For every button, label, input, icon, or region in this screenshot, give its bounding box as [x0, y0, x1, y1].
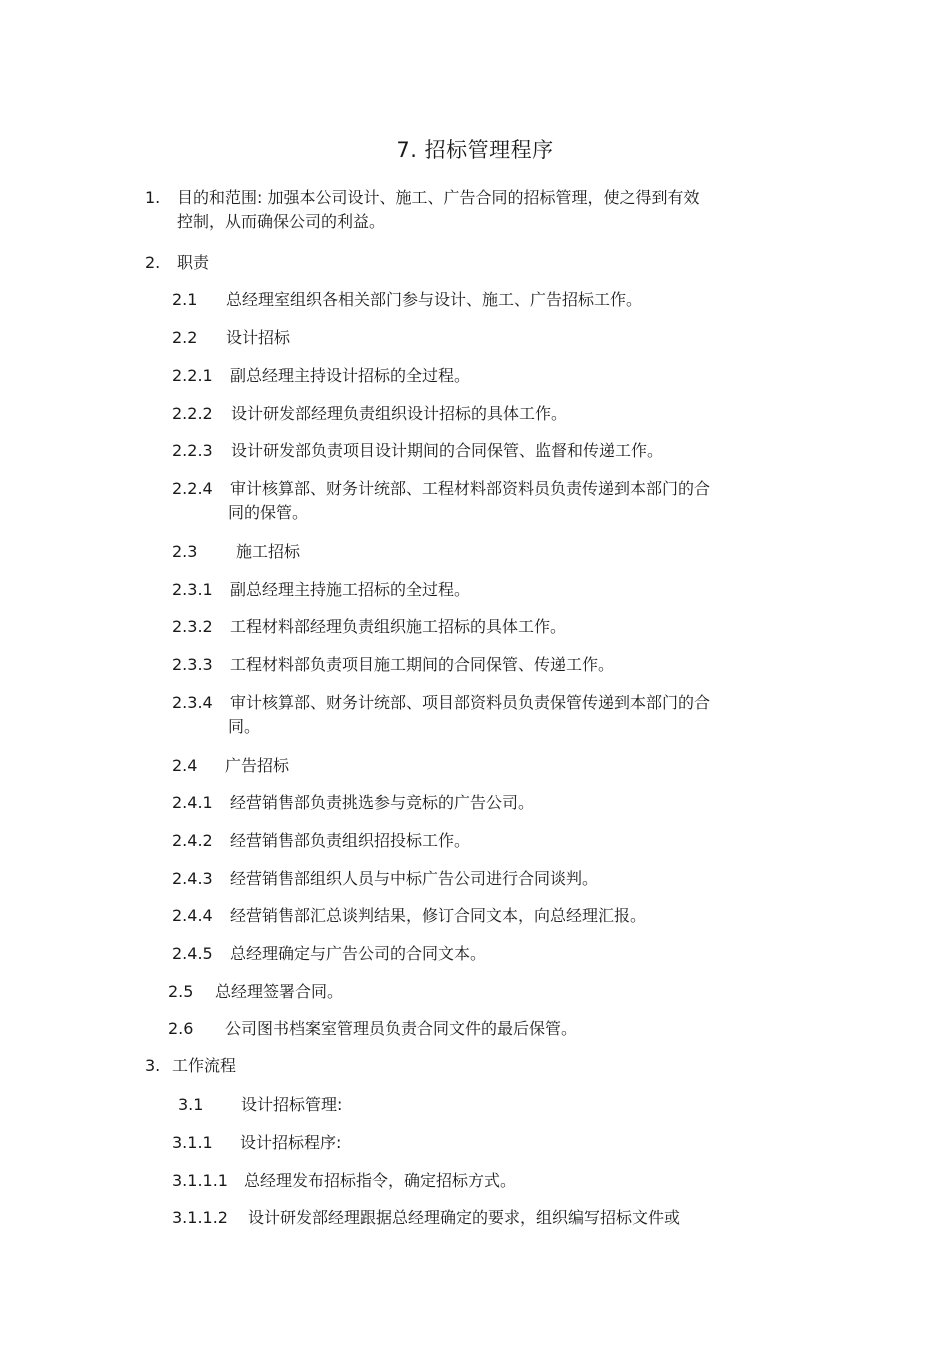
item-number: 2.2.1 [172, 366, 213, 385]
item-2-3-2 [172, 615, 566, 639]
item-3-1 [178, 1093, 342, 1117]
item-number: 2.4.5 [172, 944, 213, 963]
item-text: 广告招标 [225, 756, 290, 775]
item-number: 2.4.3 [172, 869, 213, 888]
section-1-continuation: 控制，从而确保公司的利益。 [177, 212, 386, 231]
item-2-3-4-continuation: 同。 [228, 717, 261, 736]
item-text: 经营销售部负责组织招投标工作。 [230, 831, 471, 850]
item-number: 2.6 [168, 1019, 194, 1038]
section-text: 工作流程 [172, 1056, 237, 1075]
item-2-4-2 [172, 829, 470, 853]
item-2-2 [172, 326, 290, 350]
item-text: 副总经理主持设计招标的全过程。 [230, 366, 471, 385]
item-2-2-2 [172, 402, 567, 426]
item-2-3-3 [172, 653, 614, 677]
item-number: 3.1.1.2 [172, 1208, 228, 1227]
item-2-2-4-continuation: 同的保管。 [228, 503, 309, 522]
item-2-2-3 [172, 439, 663, 463]
item-2-3-4 [172, 691, 710, 715]
item-2-3-1 [172, 578, 470, 602]
item-number: 2.5 [168, 982, 194, 1001]
section-number: 1. [145, 188, 161, 207]
item-number: 2.1 [172, 290, 198, 309]
item-2-2-4 [172, 477, 710, 501]
section-2 [145, 251, 209, 275]
item-number: 2.4 [172, 756, 198, 775]
item-number: 2.2.3 [172, 441, 213, 460]
section-1 [145, 186, 699, 210]
item-text: 总经理确定与广告公司的合同文本。 [230, 944, 487, 963]
item-text: 审计核算部、财务计统部、工程材料部资料员负责传递到本部门的合 [230, 479, 711, 498]
item-text: 设计招标 [226, 328, 291, 347]
item-text: 设计招标程序: [240, 1133, 342, 1152]
item-text: 经营销售部负责挑选参与竞标的广告公司。 [230, 793, 535, 812]
item-2-1 [172, 288, 642, 312]
item-text: 经营销售部组织人员与中标广告公司进行合同谈判。 [230, 869, 599, 888]
item-text: 总经理签署合同。 [215, 982, 344, 1001]
item-2-6 [168, 1017, 577, 1041]
section-number: 2. [145, 253, 161, 272]
item-text: 设计研发部经理负责组织设计招标的具体工作。 [231, 404, 568, 423]
item-text: 总经理室组织各相关部门参与设计、施工、广告招标工作。 [226, 290, 643, 309]
item-number: 2.4.1 [172, 793, 213, 812]
item-number: 2.3.2 [172, 617, 213, 636]
item-number: 2.2.2 [172, 404, 213, 423]
item-2-3 [172, 540, 300, 564]
item-2-4-4 [172, 904, 646, 928]
item-number: 2.2 [172, 328, 198, 347]
item-text: 审计核算部、财务计统部、项目部资料员负责保管传递到本部门的合 [230, 693, 711, 712]
item-number: 2.3 [172, 542, 198, 561]
item-number: 3.1.1 [172, 1133, 213, 1152]
item-number: 2.4.2 [172, 831, 213, 850]
item-2-4 [172, 754, 289, 778]
item-2-4-1 [172, 791, 534, 815]
item-number: 2.2.4 [172, 479, 213, 498]
item-text: 工程材料部经理负责组织施工招标的具体工作。 [230, 617, 567, 636]
item-3-1-1 [172, 1131, 341, 1155]
item-text: 设计研发部经理跟据总经理确定的要求，组织编写招标文件或 [248, 1208, 681, 1227]
section-text: 职责 [177, 253, 210, 272]
item-number: 2.3.1 [172, 580, 213, 599]
section-text: 目的和范围: 加强本公司设计、施工、广告合同的招标管理，使之得到有效 [177, 188, 700, 207]
item-number: 2.4.4 [172, 906, 213, 925]
item-number: 2.3.4 [172, 693, 213, 712]
item-2-5 [168, 980, 343, 1004]
item-text: 设计研发部负责项目设计期间的合同保管、监督和传递工作。 [231, 441, 664, 460]
document-title: 7. 招标管理程序 [396, 138, 554, 162]
item-text: 工程材料部负责项目施工期间的合同保管、传递工作。 [230, 655, 615, 674]
section-3 [145, 1054, 236, 1078]
item-number: 3.1.1.1 [172, 1171, 228, 1190]
item-text: 公司图书档案室管理员负责合同文件的最后保管。 [225, 1019, 578, 1038]
section-number: 3. [145, 1056, 161, 1075]
item-text: 副总经理主持施工招标的全过程。 [230, 580, 471, 599]
item-2-4-3 [172, 867, 598, 891]
item-3-1-1-1 [172, 1169, 516, 1193]
item-text: 施工招标 [236, 542, 301, 561]
item-2-2-1 [172, 364, 470, 388]
item-2-4-5 [172, 942, 486, 966]
item-text: 经营销售部汇总谈判结果，修订合同文本，向总经理汇报。 [230, 906, 647, 925]
item-number: 3.1 [178, 1095, 204, 1114]
item-text: 总经理发布招标指令，确定招标方式。 [244, 1171, 517, 1190]
item-3-1-1-2 [172, 1206, 680, 1230]
item-number: 2.3.3 [172, 655, 213, 674]
item-text: 设计招标管理: [241, 1095, 343, 1114]
